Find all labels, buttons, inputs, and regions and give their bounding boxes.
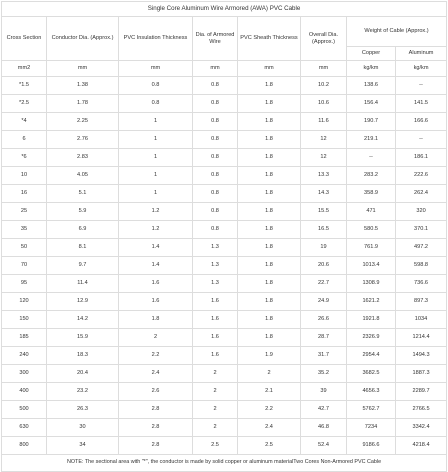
cell-sheath: 1.8 xyxy=(238,167,301,185)
cell-sheath: 1.8 xyxy=(238,257,301,275)
unit-cell: mm xyxy=(301,61,347,77)
table-row xyxy=(2,221,447,239)
cell-cross-section: 6 xyxy=(2,131,47,149)
unit-cell: mm xyxy=(193,61,238,77)
cell-overall-dia: 11.6 xyxy=(301,113,347,131)
cell-armor-wire: 0.8 xyxy=(193,221,238,239)
cell-conductor-dia: 8.1 xyxy=(47,239,119,257)
cell-cross-section: 630 xyxy=(2,419,47,437)
cell-aluminum-weight: 222.6 xyxy=(396,167,447,185)
table-row xyxy=(2,131,447,149)
table-row xyxy=(2,437,447,455)
cell-insulation: 0.8 xyxy=(119,95,193,113)
cell-copper-weight: 358.9 xyxy=(347,185,396,203)
cell-copper-weight: 283.2 xyxy=(347,167,396,185)
cell-overall-dia: 12 xyxy=(301,149,347,167)
cell-overall-dia: 46.8 xyxy=(301,419,347,437)
cell-conductor-dia: 14.2 xyxy=(47,311,119,329)
cell-armor-wire: 0.8 xyxy=(193,149,238,167)
cell-armor-wire: 2 xyxy=(193,365,238,383)
cell-sheath: 1.8 xyxy=(238,131,301,149)
cell-overall-dia: 12 xyxy=(301,131,347,149)
header-cross-section: Cross Section xyxy=(2,17,47,61)
table-row xyxy=(2,77,447,95)
header-pvc-sheath: PVC Sheath Thickness xyxy=(238,17,301,61)
cell-cross-section: 400 xyxy=(2,383,47,401)
cell-cross-section: 185 xyxy=(2,329,47,347)
cell-sheath: 2.1 xyxy=(238,383,301,401)
unit-cell: mm xyxy=(47,61,119,77)
cell-aluminum-weight: 186.1 xyxy=(396,149,447,167)
cell-insulation: 1.8 xyxy=(119,311,193,329)
cell-cross-section: 70 xyxy=(2,257,47,275)
cell-aluminum-weight: 2289.7 xyxy=(396,383,447,401)
cell-copper-weight: 156.4 xyxy=(347,95,396,113)
cell-insulation: 2.4 xyxy=(119,365,193,383)
cell-sheath: 1.8 xyxy=(238,293,301,311)
cell-conductor-dia: 18.3 xyxy=(47,347,119,365)
cell-cross-section: 50 xyxy=(2,239,47,257)
header-armored-wire: Dia. of Armored Wire xyxy=(193,17,238,61)
cell-sheath: 1.8 xyxy=(238,239,301,257)
cell-insulation: 2.2 xyxy=(119,347,193,365)
table-row xyxy=(2,293,447,311)
table-row xyxy=(2,113,447,131)
cell-conductor-dia: 26.3 xyxy=(47,401,119,419)
cell-insulation: 1.2 xyxy=(119,203,193,221)
cell-armor-wire: 1.6 xyxy=(193,293,238,311)
table-row xyxy=(2,149,447,167)
cell-armor-wire: 0.8 xyxy=(193,95,238,113)
cell-armor-wire: 0.8 xyxy=(193,113,238,131)
cell-overall-dia: 26.6 xyxy=(301,311,347,329)
cell-copper-weight: 2326.9 xyxy=(347,329,396,347)
cell-copper-weight: 4656.3 xyxy=(347,383,396,401)
cell-copper-weight: 138.6 xyxy=(347,77,396,95)
cell-aluminum-weight: 262.4 xyxy=(396,185,447,203)
cell-insulation: 1.2 xyxy=(119,221,193,239)
cell-aluminum-weight: 1494.3 xyxy=(396,347,447,365)
table-row xyxy=(2,383,447,401)
cell-conductor-dia: 5.9 xyxy=(47,203,119,221)
cell-sheath: 1.8 xyxy=(238,149,301,167)
cell-sheath: 1.8 xyxy=(238,221,301,239)
cell-copper-weight: 1621.2 xyxy=(347,293,396,311)
cell-aluminum-weight: 2766.5 xyxy=(396,401,447,419)
cell-armor-wire: 1.6 xyxy=(193,347,238,365)
cell-copper-weight: 2954.4 xyxy=(347,347,396,365)
cell-conductor-dia: 15.9 xyxy=(47,329,119,347)
cell-armor-wire: 2.5 xyxy=(193,437,238,455)
cell-overall-dia: 20.6 xyxy=(301,257,347,275)
cell-cross-section: 150 xyxy=(2,311,47,329)
cell-insulation: 1 xyxy=(119,167,193,185)
cell-copper-weight: 190.7 xyxy=(347,113,396,131)
cell-insulation: 1.6 xyxy=(119,275,193,293)
cell-copper-weight: 1308.9 xyxy=(347,275,396,293)
cell-armor-wire: 1.3 xyxy=(193,239,238,257)
cell-cross-section: 120 xyxy=(2,293,47,311)
cell-sheath: 1.8 xyxy=(238,275,301,293)
cell-insulation: 2.8 xyxy=(119,401,193,419)
cell-aluminum-weight: 370.1 xyxy=(396,221,447,239)
cell-armor-wire: 0.8 xyxy=(193,167,238,185)
table-title: Single Core Aluminum Wire Armored (AWA) PVC Cable xyxy=(2,2,447,17)
cell-sheath: 2.2 xyxy=(238,401,301,419)
table-row xyxy=(2,347,447,365)
cell-cross-section: 95 xyxy=(2,275,47,293)
cell-copper-weight: 5762.7 xyxy=(347,401,396,419)
cell-aluminum-weight: 497.2 xyxy=(396,239,447,257)
cell-insulation: 2 xyxy=(119,329,193,347)
cell-conductor-dia: 30 xyxy=(47,419,119,437)
table-row xyxy=(2,311,447,329)
cable-spec-table xyxy=(1,1,447,472)
table-row xyxy=(2,419,447,437)
unit-cell: mm xyxy=(238,61,301,77)
cell-cross-section: 240 xyxy=(2,347,47,365)
cell-sheath: 1.8 xyxy=(238,77,301,95)
cell-cross-section: *4 xyxy=(2,113,47,131)
table-row xyxy=(2,203,447,221)
note-row xyxy=(2,455,447,472)
cell-conductor-dia: 34 xyxy=(47,437,119,455)
cell-insulation: 2.8 xyxy=(119,419,193,437)
unit-cell: mm2 xyxy=(2,61,47,77)
table-row xyxy=(2,329,447,347)
cell-conductor-dia: 12.9 xyxy=(47,293,119,311)
cell-insulation: 1 xyxy=(119,131,193,149)
cell-conductor-dia: 23.2 xyxy=(47,383,119,401)
cell-sheath: 1.8 xyxy=(238,203,301,221)
cell-aluminum-weight: 1887.3 xyxy=(396,365,447,383)
header-aluminum: Aluminum xyxy=(396,47,447,61)
cell-armor-wire: 2 xyxy=(193,401,238,419)
cell-aluminum-weight: 736.6 xyxy=(396,275,447,293)
cell-insulation: 1 xyxy=(119,185,193,203)
table-row xyxy=(2,257,447,275)
cell-sheath: 2.4 xyxy=(238,419,301,437)
cell-sheath: 2 xyxy=(238,365,301,383)
cell-armor-wire: 2 xyxy=(193,419,238,437)
cell-aluminum-weight: 4218.4 xyxy=(396,437,447,455)
cell-conductor-dia: 6.9 xyxy=(47,221,119,239)
cell-aluminum-weight: 166.6 xyxy=(396,113,447,131)
cell-aluminum-weight: 3342.4 xyxy=(396,419,447,437)
cell-insulation: 1 xyxy=(119,113,193,131)
cell-cross-section: *6 xyxy=(2,149,47,167)
cell-copper-weight: 7234 xyxy=(347,419,396,437)
cell-copper-weight: -- xyxy=(347,149,396,167)
cell-armor-wire: 1.3 xyxy=(193,275,238,293)
cell-cross-section: 25 xyxy=(2,203,47,221)
cell-sheath: 1.8 xyxy=(238,311,301,329)
cell-armor-wire: 0.8 xyxy=(193,77,238,95)
table-row xyxy=(2,239,447,257)
cell-armor-wire: 0.8 xyxy=(193,203,238,221)
cell-aluminum-weight: 897.3 xyxy=(396,293,447,311)
cell-overall-dia: 19 xyxy=(301,239,347,257)
cell-cross-section: 800 xyxy=(2,437,47,455)
cell-conductor-dia: 4.05 xyxy=(47,167,119,185)
cell-sheath: 1.8 xyxy=(238,113,301,131)
cell-overall-dia: 52.4 xyxy=(301,437,347,455)
cell-copper-weight: 9186.6 xyxy=(347,437,396,455)
cell-overall-dia: 22.7 xyxy=(301,275,347,293)
table-row xyxy=(2,275,447,293)
cell-overall-dia: 10.2 xyxy=(301,77,347,95)
cell-overall-dia: 35.2 xyxy=(301,365,347,383)
footnote: NOTE: The sectional area with "*", the conductor is made by solid copper or aluminum materialTwo Cores Non-Armored PVC Cable xyxy=(2,455,447,472)
unit-cell: kg/km xyxy=(347,61,396,77)
cell-armor-wire: 0.8 xyxy=(193,185,238,203)
header-weight: Weight of Cable (Approx.) xyxy=(347,17,447,47)
cell-insulation: 0.8 xyxy=(119,77,193,95)
cell-sheath: 1.8 xyxy=(238,329,301,347)
cell-conductor-dia: 11.4 xyxy=(47,275,119,293)
cell-insulation: 2.8 xyxy=(119,437,193,455)
cell-aluminum-weight: 1034 xyxy=(396,311,447,329)
header-pvc-insulation: PVC Insulation Thickness xyxy=(119,17,193,61)
cell-conductor-dia: 2.76 xyxy=(47,131,119,149)
cell-cross-section: 10 xyxy=(2,167,47,185)
cell-armor-wire: 1.6 xyxy=(193,329,238,347)
cell-copper-weight: 471 xyxy=(347,203,396,221)
cell-armor-wire: 1.3 xyxy=(193,257,238,275)
cell-cross-section: *2.5 xyxy=(2,95,47,113)
cell-insulation: 1 xyxy=(119,149,193,167)
table-row xyxy=(2,185,447,203)
cell-copper-weight: 580.5 xyxy=(347,221,396,239)
cell-overall-dia: 31.7 xyxy=(301,347,347,365)
cell-sheath: 1.9 xyxy=(238,347,301,365)
cell-cross-section: 35 xyxy=(2,221,47,239)
cell-overall-dia: 16.5 xyxy=(301,221,347,239)
cell-armor-wire: 2 xyxy=(193,383,238,401)
cell-overall-dia: 10.6 xyxy=(301,95,347,113)
cell-armor-wire: 1.6 xyxy=(193,311,238,329)
cell-copper-weight: 3682.5 xyxy=(347,365,396,383)
cell-cross-section: *1.5 xyxy=(2,77,47,95)
table-row xyxy=(2,167,447,185)
table-body xyxy=(2,2,447,472)
unit-cell: mm xyxy=(119,61,193,77)
table-row xyxy=(2,365,447,383)
cell-armor-wire: 0.8 xyxy=(193,131,238,149)
cell-copper-weight: 761.9 xyxy=(347,239,396,257)
units-row xyxy=(2,61,447,77)
cell-conductor-dia: 2.83 xyxy=(47,149,119,167)
cell-aluminum-weight: -- xyxy=(396,131,447,149)
header-overall-dia: Overall Dia. (Approx.) xyxy=(301,17,347,61)
cell-copper-weight: 1013.4 xyxy=(347,257,396,275)
cell-sheath: 1.8 xyxy=(238,95,301,113)
cell-overall-dia: 14.3 xyxy=(301,185,347,203)
cell-overall-dia: 24.9 xyxy=(301,293,347,311)
cell-overall-dia: 15.5 xyxy=(301,203,347,221)
cell-cross-section: 16 xyxy=(2,185,47,203)
table-row xyxy=(2,95,447,113)
table-row xyxy=(2,401,447,419)
cell-insulation: 2.6 xyxy=(119,383,193,401)
cell-copper-weight: 1921.8 xyxy=(347,311,396,329)
cell-aluminum-weight: -- xyxy=(396,77,447,95)
unit-cell: kg/km xyxy=(396,61,447,77)
cell-conductor-dia: 20.4 xyxy=(47,365,119,383)
cell-conductor-dia: 2.25 xyxy=(47,113,119,131)
cell-conductor-dia: 5.1 xyxy=(47,185,119,203)
cell-conductor-dia: 9.7 xyxy=(47,257,119,275)
title-row xyxy=(2,2,447,17)
cell-aluminum-weight: 1214.4 xyxy=(396,329,447,347)
cell-aluminum-weight: 141.5 xyxy=(396,95,447,113)
cell-insulation: 1.4 xyxy=(119,257,193,275)
cell-aluminum-weight: 598.8 xyxy=(396,257,447,275)
cell-conductor-dia: 1.78 xyxy=(47,95,119,113)
cell-sheath: 2.5 xyxy=(238,437,301,455)
cell-insulation: 1.4 xyxy=(119,239,193,257)
header-copper: Copper xyxy=(347,47,396,61)
cell-sheath: 1.8 xyxy=(238,185,301,203)
cell-conductor-dia: 1.38 xyxy=(47,77,119,95)
cell-overall-dia: 42.7 xyxy=(301,401,347,419)
cell-aluminum-weight: 320 xyxy=(396,203,447,221)
cell-overall-dia: 39 xyxy=(301,383,347,401)
header-row xyxy=(2,17,447,47)
cell-overall-dia: 28.7 xyxy=(301,329,347,347)
header-conductor-dia: Conductor Dia. (Approx.) xyxy=(47,17,119,61)
cell-overall-dia: 13.3 xyxy=(301,167,347,185)
cell-insulation: 1.6 xyxy=(119,293,193,311)
cell-copper-weight: 219.1 xyxy=(347,131,396,149)
cell-cross-section: 300 xyxy=(2,365,47,383)
cell-cross-section: 500 xyxy=(2,401,47,419)
